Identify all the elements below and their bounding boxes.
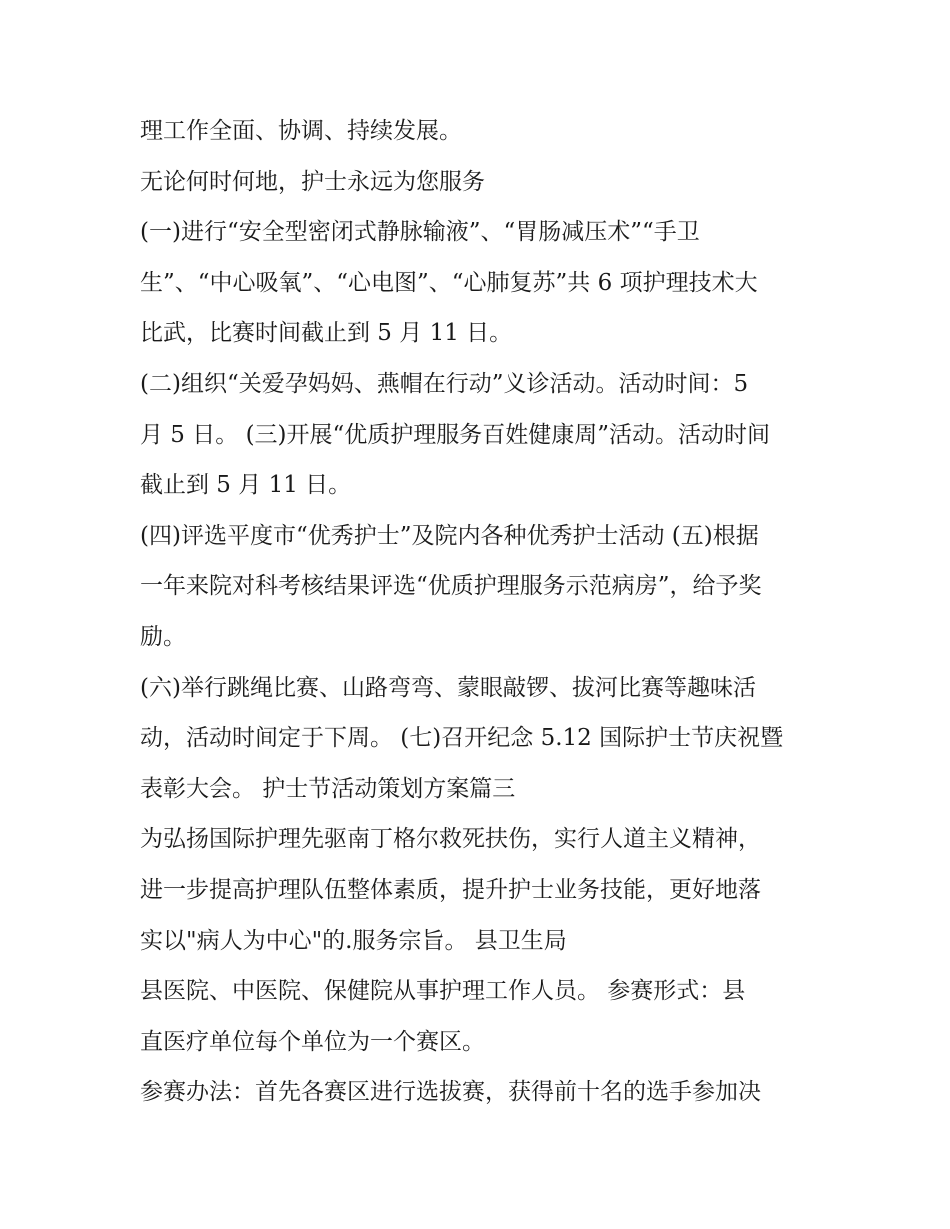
text-line: 直医疗单位每个单位为一个赛区。 <box>140 1028 485 1055</box>
text-line: 月 5 日。 (三)开展“优质护理服务百姓健康周”活动。活动时间 <box>140 421 771 448</box>
text-line: 一年来院对科考核结果评选“优质护理服务示范病房”，给予奖 <box>140 573 762 600</box>
text-line: (四)评选平度市“优秀护士”及院内各种优秀护士活动 (五)根据 <box>140 522 759 549</box>
text-line: (一)进行“安全型密闭式静脉输液”、“胃肠减压术”“手卫 <box>140 219 700 246</box>
document-text <box>140 106 830 1118</box>
text-line: 实以"病人为中心"的.服务宗旨。 县卫生局 <box>140 927 567 954</box>
text-line: 为弘扬国际护理先驱南丁格尔救死扶伤，实行人道主义精神， <box>140 826 761 853</box>
text-line: 动，活动时间定于下周。 (七)召开纪念 5.12 国际护士节庆祝暨 <box>140 725 784 752</box>
text-line: 参赛办法：首先各赛区进行选拔赛，获得前十名的选手参加决 <box>140 1079 761 1106</box>
text-line: 比武，比赛时间截止到 5 月 11 日。 <box>140 320 513 347</box>
text-line: 表彰大会。 护士节活动策划方案篇三 <box>140 775 516 802</box>
text-line: 生”、“中心吸氧”、“心电图”、“心肺复苏”共 6 项护理技术大 <box>140 269 758 296</box>
text-line: 励。 <box>140 623 186 650</box>
text-line: 无论何时何地，护士永远为您服务 <box>140 168 485 195</box>
text-line: 截止到 5 月 11 日。 <box>140 472 352 499</box>
text-line: (六)举行跳绳比赛、山路弯弯、蒙眼敲锣、拔河比赛等趣味活 <box>140 674 756 701</box>
text-line: 理工作全面、协调、持续发展。 <box>140 118 462 144</box>
text-line: (二)组织“关爱孕妈妈、燕帽在行动”义诊活动。活动时间：5 <box>140 370 749 397</box>
text-line: 县医院、中医院、保健院从事护理工作人员。 参赛形式：县 <box>140 978 746 1005</box>
text-line: 进一步提高护理队伍整体素质，提升护士业务技能，更好地落 <box>140 876 761 903</box>
